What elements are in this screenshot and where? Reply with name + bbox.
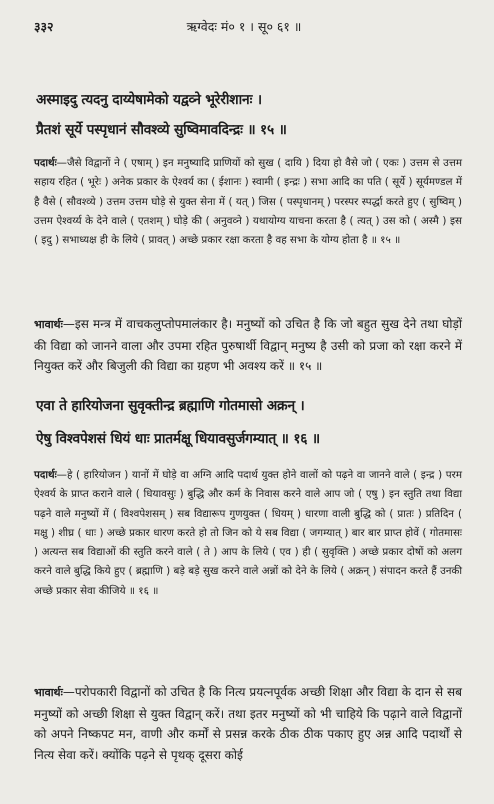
page-number: ३३२: [34, 19, 54, 34]
padartha-label: पदार्थः: [34, 157, 57, 169]
bhavartha-15-text: —इस मन्त्र में वाचकलुप्तोपमालंकार है। मनुष्यों को उचित है कि जो बहुत सुख देने तथा घोड़ों की विद्या को जानने वाला और उपमा रहित पुरुषार्थी विद्वान् मनुष्य है उसी को प्रजा को रक्षा करने में नियुक्त करें और बिजुली की विद्या का ग्रहण भी अवश्य करें ॥ १५ ॥: [34, 317, 462, 373]
verse-16-line-1: एवा ते हारियोजना सुवृक्तीन्द्र ब्रह्माणि गोतमासो अक्रन् ।: [36, 398, 305, 414]
bhavartha-label: भावार्थः: [34, 318, 63, 331]
padartha-16: [34, 466, 462, 601]
verse-15-line-1: अस्माइदु त्यदनु दाय्येषामेको यद्वव्ने भूरेरीशानः ।: [36, 92, 262, 108]
bhavartha-16-text: —परोपकारी विद्वानों को उचित है कि नित्य प्रयत्नपूर्वक अच्छी शिक्षा और विद्या के दान से सब मनुष्यों को अच्छी शिक्षा से युक्त विद्वान् करें। तथा इतर मनुष्यों को भी चाहिये कि पढ़ाने वाले विद्वानों को अपने निष्कपट मन, वाणी और कर्मों से प्रसन्न करके ठीक ठीक पकाए हुए अन्न आदि पदार्थों से नित्य सेवा करें। क्योंकि पढ़ने से पृथक् दूसरा कोई: [34, 685, 462, 762]
padartha-15-text: —जैसे विद्वानों ने ( एषाम् ) इन मनुष्यादि प्राणियों को सुख ( दायि ) दिया हो वैसे जो ( एकः ) उत्तम से उत्तम सहाय रहित ( भूरेः ) अनेक प्रकार के ऐश्वर्य का ( ईशानः ) स्वामी ( इन्द्रः ) सभा आदि का पति ( सूर्ये ) सूर्यमण्डल में है वैसे ( सौवश्व्ये ) उत्तम उत्तम घोड़े से युक्त सेना में ( यत् ) जिस ( पस्पृधानम् ) परस्पर स्पर्द्धा करते हुए ( सुष्विम् ) उत्तम ऐश्वर्य्य के देने वाले ( एतशम् ) घोड़े की ( अनुवव्ने ) यथायोग्य याचना करता है ( त्यत् ) उस को ( अस्मै ) इस ( इदु ) सभाध्यक्ष ही के लिये ( प्रावत् ) अच्छे प्रकार रक्षा करता है वह सभा के योग्य होता है ॥ १५ ॥: [34, 157, 462, 247]
padartha-15: [34, 154, 462, 250]
page-header: [34, 18, 454, 38]
padartha-label: पदार्थः: [34, 469, 57, 481]
bhavartha-16: [34, 682, 462, 765]
running-head: ऋग्वेदः मं० १ । सू० ६१ ॥: [186, 19, 302, 34]
verse-15-line-2: प्रैतशं सूर्ये पस्पृधानं सौवश्व्ये सुष्विमावदिन्द्रः ॥ १५ ॥: [36, 122, 287, 138]
bhavartha-15: [34, 314, 462, 377]
verse-16-line-2: ऐषु विश्वपेशसं धियं धाः प्रातर्मक्षू धियावसुर्जगम्यात् ॥ १६ ॥: [36, 431, 320, 447]
padartha-16-text: —हे ( हारियोजन ) यानों में घोड़े वा अग्नि आदि पदार्थ युक्त होने वालों को पढ़ने वा जानने वाले ( इन्द्र ) परम ऐश्वर्य के प्राप्त कराने वाले ( धियावसुः ) बुद्धि और कर्म के निवास करने वाले आप जो ( एषु ) इन स्तुति तथा विद्या पढ़ने वाले मनुष्यों में ( विश्वपेशसम् ) सब विद्यारूप गुणयुक्त ( धियम् ) धारणा वाली बुद्धि को ( प्रातः ) प्रतिदिन ( मक्षु ) शीघ्र ( धाः ) अच्छे प्रकार धारण करते हो तो जिन को ये सब विद्या ( जगम्यात् ) बार बार प्राप्त होवें ( गोतमासः ) अत्यन्त सब विद्याओं की स्तुति करने वाले ( ते ) आप के लिये ( एव ) ही ( सुवृक्ति ) अच्छे प्रकार दोषों को अलग करने वाले बुद्धि किये हुए ( ब्रह्माणि ) बड़े बड़े सुख करने वाले अन्नों को देने के लिये ( अक्रन् ) संपादन करते हैं उनकी अच्छे प्रकार सेवा कीजिये ॥ १६ ॥: [34, 469, 462, 597]
bhavartha-label: भावार्थः: [34, 686, 63, 699]
